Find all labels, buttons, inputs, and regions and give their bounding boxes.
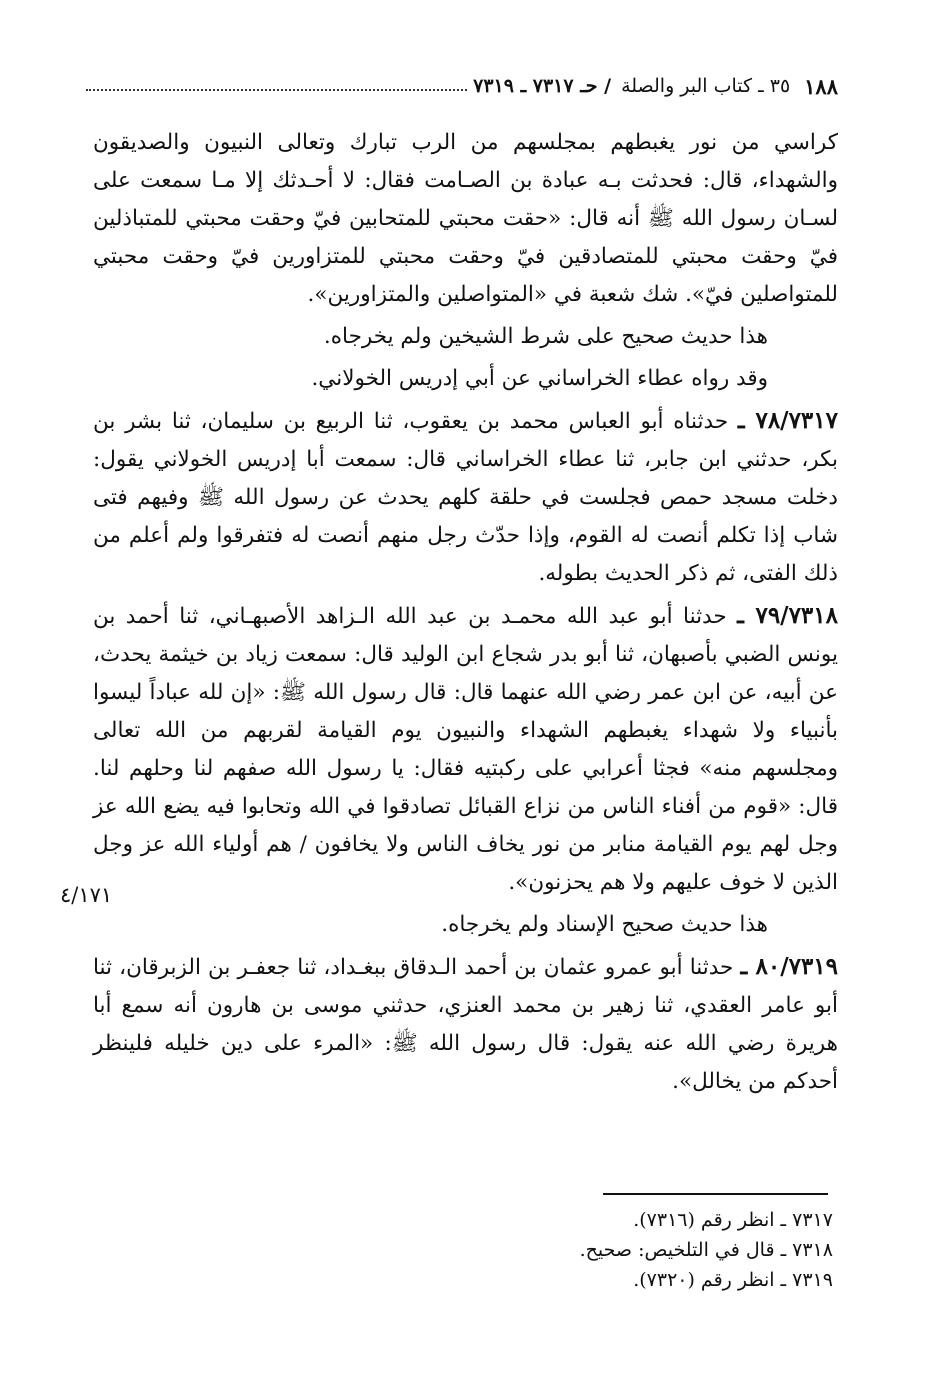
hadith-text: حدثناه أبو العباس محمد بن يعقوب، ثنا الربيع بن سليمان، ثنا بشر بن بكر، حدثني ابن جابر، ثنا عطاء الخراساني قال: سمعت أبا إدريس الخولاني يقول: دخلت مسجد حمص فجلست في حلقة كلهم يحدث عن رسول الله ﷺ وفيهم فتى شاب إذا تكلم أنصت له القوم، وإذا حدّث رجل منهم أنصت له فتفرقوا ولم أعلم من ذلك الفتى، ثم ذكر الحديث بطوله. — [93, 409, 838, 586]
hadith-number: ٨٠/٧٣١٩ ـ — [740, 953, 839, 980]
hadith-7317 — [93, 402, 838, 593]
footnotes — [333, 1205, 833, 1295]
hadith-7319 — [93, 948, 838, 1101]
paragraph-narration-note: وقد رواه عطاء الخراساني عن أبي إدريس الخولاني. — [311, 366, 768, 391]
paragraph-grading: هذا حديث صحيح الإسناد ولم يخرجاه. — [441, 912, 768, 937]
footnote-item: ٧٣١٧ ـ انظر رقم (٧٣١٦). — [633, 1209, 833, 1231]
footnote-item: ٧٣١٩ ـ انظر رقم (٧٣٢٠). — [633, 1269, 833, 1291]
footnote-divider — [603, 1193, 828, 1195]
paragraph-continuation: كراسي من نور يغبطهم بمجلسهم من الرب تبارك وتعالى النبيون والصديقون والشهداء، قال: فحدثت بـه عبادة بن الصـامت فقال: لا أحـدثك إلا مـا سمعت على لسـان رسول الله ﷺ أنه قال: «حقت محبتي للمتحابين فيّ وحقت محبتي للمتباذلين فيّ وحقت محبتي للمتصادقين فيّ وحقت محبتي للمتزاورين فيّ وحقت محبتي للمتواصلين فيّ». شك شعبة في «المتواصلين والمتزاورين». — [93, 130, 838, 307]
hadith-number: ٧٩/٧٣١٨ ـ — [737, 602, 838, 629]
margin-volume-reference: ٤/١٧١ — [60, 883, 113, 907]
hadith-text: حدثنا أبو عبد الله محمـد بن عبد الله الـزاهد الأصبهـاني، ثنا أحمد بن يونس الضبي بأصبهان، ثنا أبو بدر شجاع ابن الوليد قال: سمعت زياد بن خيثمة يحدث، عن أبيه، عن ابن عمر رضي الله عنهما قال: قال رسول الله ﷺ: «إن لله عباداً ليسوا بأنبياء ولا شهداء يغبطهم الشهداء والنبيون يوم القيامة لقربهم من الله تعالى ومجلسهم منه» فجثا أعرابي على ركبتيه فقال: يا رسول الله صفهم لنا وحلهم لنا. قال: «قوم من أفناء الناس من نزاع القبائل تصادقوا في الله وتحابوا فيه يضع الله عز وجل لهم يوم القيامة منابر من نور يخاف الناس ولا يخافون / هم أولياء الله عز وجل الذين لا خوف عليهم ولا هم يحزنون». — [93, 604, 838, 895]
hadith-range: / حـ ٧٣١٧ ـ ٧٣١٩ — [473, 75, 612, 97]
chapter-title: ٣٥ ـ كتاب البر والصلة — [621, 75, 791, 97]
hadith-7318 — [93, 597, 838, 902]
footnote-item: ٧٣١٨ ـ قال في التلخيص: صحيح. — [579, 1239, 833, 1261]
hadith-number: ٧٨/٧٣١٧ ـ — [737, 407, 838, 434]
running-header — [80, 70, 838, 102]
main-text — [93, 124, 838, 1101]
paragraph-grading: هذا حديث صحيح على شرط الشيخين ولم يخرجاه. — [323, 324, 768, 349]
hadith-text: حدثنا أبو عمرو عثمان بن أحمد الـدقاق ببغـداد، ثنا جعفـر بن الزبرقان، ثنا أبو عامر العقدي، ثنا زهير بن محمد العنزي، حدثني موسى بن هارون أنه سمع أبا هريرة رضي الله عنه يقول: قال رسول الله ﷺ: «المرء على دين خليله فلينظر أحدكم من يخالل». — [93, 955, 838, 1094]
page-number: ١٨٨ — [804, 73, 838, 99]
header-leader-dots — [86, 89, 467, 91]
